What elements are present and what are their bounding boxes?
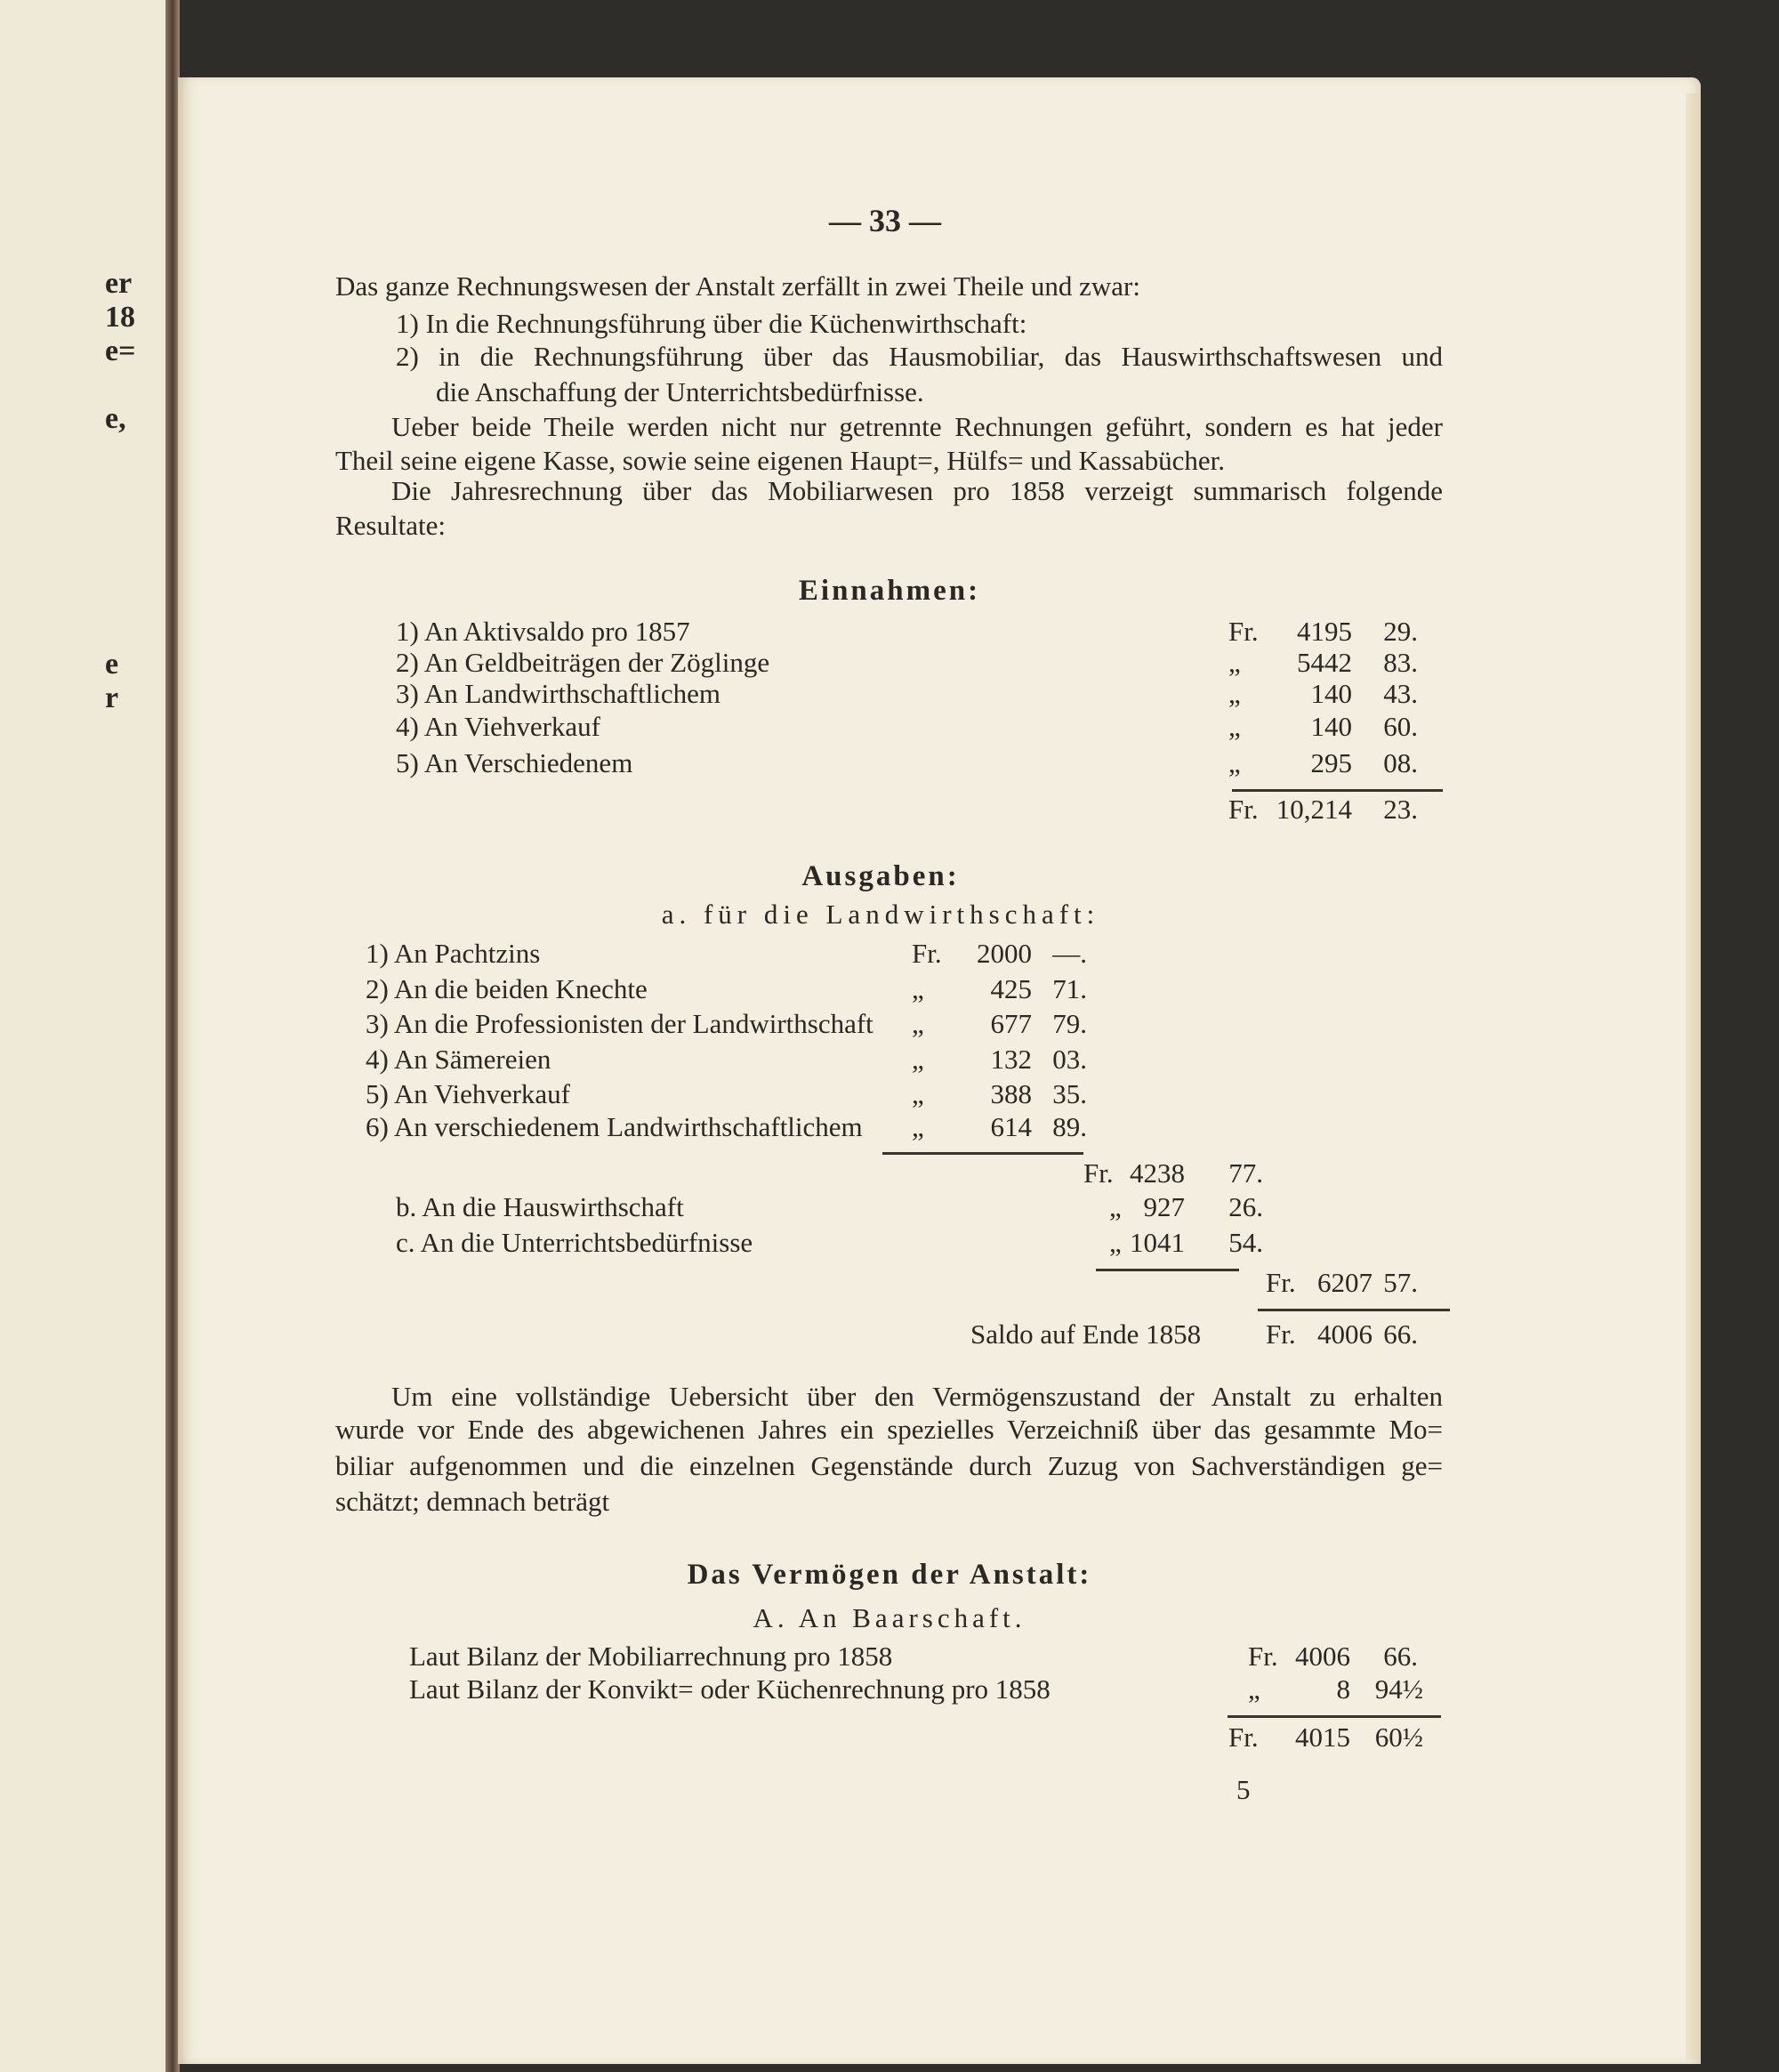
vermoegen-heading: Das Vermögen der Anstalt: [687, 1559, 1092, 1591]
row-label: 3) An die Professionisten der Landwirthschaft [366, 1008, 873, 1039]
amount-francs: 1041 [1130, 1227, 1185, 1258]
currency-label: Fr. [1266, 1318, 1296, 1350]
currency-label: „ [1228, 711, 1241, 742]
paragraph-line: Ueber beide Theile werden nicht nur getrennte Rechnungen geführt, sondern es hat jeder [391, 411, 1443, 442]
page-number: — 33 — [829, 203, 941, 238]
vermoegen-sub-a: A. An Baarschaft. [753, 1602, 1026, 1633]
row-label: 6) An verschiedenem Landwirthschaftlichem [366, 1111, 863, 1142]
currency-label: Fr. [1248, 1641, 1278, 1672]
amount-rappen: 94½ [1374, 1673, 1423, 1705]
signature-mark: 5 [1236, 1774, 1251, 1805]
currency-label: „ [912, 1044, 924, 1075]
amount-rappen: 43. [1383, 678, 1418, 709]
left-page [0, 0, 169, 2072]
amount-rappen: 29. [1383, 616, 1418, 647]
amount-rappen: 60½ [1374, 1721, 1423, 1753]
paragraph-line: Um eine vollständige Uebersicht über den Vermögenszustand der Anstalt zu erhalten [391, 1381, 1443, 1412]
currency-label: „ [1228, 747, 1241, 778]
amount-rappen: 54. [1228, 1227, 1263, 1258]
currency-label: „ [912, 1078, 924, 1109]
amount-francs: 4006 [1317, 1318, 1372, 1350]
paragraph-line: wurde vor Ende des abgewichenen Jahres ein spezielles Verzeichniß über das gesammte Mo= [335, 1414, 1443, 1445]
sum-rule [1258, 1309, 1450, 1311]
row-label: 4) An Viehverkauf [396, 711, 601, 742]
left-page-fragment: 18 [105, 301, 135, 334]
amount-francs: 6207 [1317, 1267, 1372, 1298]
currency-label: „ [912, 1008, 924, 1039]
row-label: 1) An Pachtzins [366, 938, 541, 969]
amount-francs: 4195 [1297, 616, 1352, 647]
amount-rappen: 83. [1383, 647, 1418, 678]
sum-rule [882, 1152, 1083, 1155]
currency-label: Fr. [1228, 616, 1259, 647]
currency-label: Fr. [1228, 794, 1259, 825]
row-label: Saldo auf Ende 1858 [970, 1318, 1202, 1350]
amount-francs: 614 [990, 1111, 1032, 1142]
amount-rappen: 79. [1052, 1008, 1087, 1039]
amount-francs: 295 [1310, 747, 1352, 778]
amount-francs: 4238 [1130, 1157, 1185, 1189]
amount-francs: 140 [1310, 711, 1352, 742]
currency-label: „ [1228, 647, 1241, 678]
amount-rappen: 26. [1228, 1191, 1263, 1222]
amount-francs: 2000 [977, 938, 1032, 969]
currency-label: „ [1109, 1227, 1122, 1258]
row-label: Laut Bilanz der Konvikt= oder Küchenrechnung pro 1858 [409, 1673, 1050, 1705]
amount-rappen: 35. [1052, 1078, 1087, 1109]
left-page-fragment: e [105, 648, 119, 681]
row-label: 4) An Sämereien [366, 1044, 551, 1075]
left-page-fragment: r [105, 681, 119, 714]
left-page-fragment: e= [105, 335, 136, 367]
row-label: 1) An Aktivsaldo pro 1857 [396, 616, 690, 647]
row-label: c. An die Unterrichtsbedürfnisse [396, 1227, 753, 1258]
amount-rappen: 77. [1228, 1157, 1263, 1189]
amount-rappen: 23. [1383, 794, 1418, 825]
page-edges [1686, 93, 1699, 2060]
amount-francs: 677 [990, 1008, 1032, 1039]
amount-francs: 388 [990, 1078, 1032, 1109]
row-label: 3) An Landwirthschaftlichem [396, 678, 721, 709]
currency-label: „ [912, 973, 924, 1004]
row-label: b. An die Hauswirthschaft [396, 1191, 684, 1222]
intro-line: Das ganze Rechnungswesen der Anstalt zerfällt in zwei Theile und zwar: [335, 270, 1140, 302]
left-page-fragment: er [105, 267, 133, 300]
currency-label: Fr. [1083, 1157, 1114, 1189]
amount-francs: 4015 [1295, 1721, 1350, 1753]
amount-francs: 5442 [1297, 647, 1352, 678]
amount-rappen: 89. [1052, 1111, 1087, 1142]
amount-francs: 132 [990, 1044, 1032, 1075]
row-label: 2) An Geldbeiträgen der Zöglinge [396, 647, 770, 678]
amount-francs: 8 [1336, 1673, 1350, 1705]
amount-rappen: 60. [1383, 711, 1418, 742]
intro-item-2-cont: die Anschaffung der Unterrichtsbedürfnisse. [436, 376, 924, 407]
currency-label: „ [1228, 678, 1241, 709]
ausgaben-sub-a: a. für die Landwirthschaft: [661, 899, 1100, 930]
currency-label: Fr. [1228, 1721, 1259, 1753]
amount-rappen: 57. [1383, 1267, 1418, 1298]
paragraph-line: Resultate: [335, 510, 446, 541]
amount-rappen: 08. [1383, 747, 1418, 778]
amount-francs: 927 [1143, 1191, 1185, 1222]
sum-rule [1232, 789, 1443, 792]
currency-label: Fr. [912, 938, 942, 969]
amount-rappen: —. [1052, 938, 1087, 969]
paragraph-line: schätzt; demnach beträgt [335, 1486, 610, 1517]
row-label: Laut Bilanz der Mobiliarrechnung pro 1858 [409, 1641, 893, 1672]
currency-label: „ [1248, 1673, 1260, 1705]
sum-rule [1096, 1269, 1239, 1271]
row-label: 2) An die beiden Knechte [366, 973, 648, 1004]
intro-item-1: 1) In die Rechnungsführung über die Küchenwirthschaft: [396, 308, 1027, 339]
einnahmen-heading: Einnahmen: [798, 575, 981, 607]
sum-rule [1228, 1715, 1441, 1718]
currency-label: „ [1109, 1191, 1122, 1222]
amount-rappen: 66. [1383, 1641, 1418, 1672]
row-label: 5) An Verschiedenem [396, 747, 633, 778]
amount-francs: 425 [990, 973, 1032, 1004]
amount-rappen: 71. [1052, 973, 1087, 1004]
amount-francs: 10,214 [1276, 794, 1352, 825]
paragraph-line: Theil seine eigene Kasse, sowie seine eigenen Haupt=, Hülfs= und Kassabücher. [335, 445, 1225, 476]
amount-rappen: 66. [1383, 1318, 1418, 1350]
intro-item-2: 2) in die Rechnungsführung über das Hausmobiliar, das Hauswirthschaftswesen und [396, 341, 1443, 372]
currency-label: Fr. [1266, 1267, 1296, 1298]
row-label: 5) An Viehverkauf [366, 1078, 571, 1109]
amount-rappen: 03. [1052, 1044, 1087, 1075]
ausgaben-heading: Ausgaben: [801, 860, 960, 892]
paragraph-line: Die Jahresrechnung über das Mobiliarwesen pro 1858 verzeigt summarisch folgende [391, 475, 1443, 506]
left-page-fragment: e, [105, 402, 126, 435]
currency-label: „ [912, 1111, 924, 1142]
paragraph-line: biliar aufgenommen und die einzelnen Gegenstände durch Zuzug von Sachverständigen ge= [335, 1450, 1443, 1481]
amount-francs: 4006 [1295, 1641, 1350, 1672]
amount-francs: 140 [1310, 678, 1352, 709]
